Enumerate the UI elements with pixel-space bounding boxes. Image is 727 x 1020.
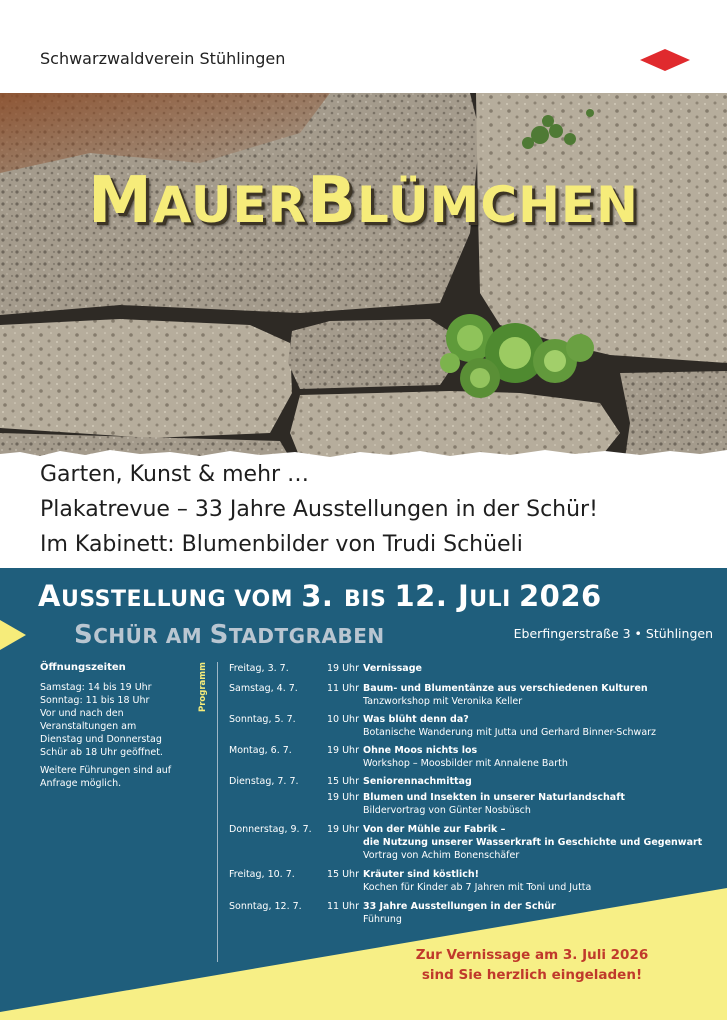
- program-divider: [217, 662, 218, 962]
- yellow-arrow-icon: [0, 620, 26, 650]
- organizer-name: Schwarzwaldverein Stühlingen: [40, 49, 286, 68]
- vernissage-invitation: Zur Vernissage am 3. Juli 2026 sind Sie herzlich eingeladen!: [415, 947, 649, 983]
- stone-wall-photo: [0, 93, 727, 458]
- venue-name: SCHÜR AM STADTGRABEN: [74, 620, 385, 650]
- event-title: MAUERBLÜMCHEN: [88, 164, 639, 238]
- poster: Schwarzwaldverein Stühlingen MAUERBLÜMCHEN Garten, Kunst & mehr … Plakatrevue – 33 Jahre Ausstellungen in der Schür! Im Kabinett: Blumenbilder von Trudi Schüeli AUSSTELLUNG VOM 3. BIS 12. JULI 2026 SCHÜR AM STADTGRABEN Eberfingerstraße 3 • Stühlingen Öffnungszeiten Samstag: 14 bis 19 Uhr Sonntag: 11 bis 18 Uhr Vor und nach den Veranstaltungen am Dienstag und Donnerstag Schür ab 18 Uhr geöffnet. Weitere Führungen sind auf Anfrage möglich. Programm Freitag, 3. 7. 19 Uhr Vernissage Samstag, 4. 7. 11 Uhr Baum- und Blumentänze aus verschiedenen Kulturen Tanzworkshop mit Veronika Keller Sonntag, 5. 7. 10 Uhr Was blüht denn da? Botanische Wanderung mit Jutta und Gerhard Binner-Schwarz Montag, 6. 7. 19 Uhr Ohne Moos nichts los Workshop – Moosbilder mit Annalene Barth Dienstag, 7. 7. 15 Uhr Seniorennachmittag 19 Uhr Blumen und Insekten in unserer Naturlandschaft Bildervortrag von Günter Nosbüsch Donnerstag, 9. 7. 19 Uhr Von der Mühle zur Fabrik – die Nutzung unserer Wasserkraft in Geschichte und Gegenwart Vortrag von Achim Bonenschäfer Freitag, 10. 7. 15 Uhr Kräuter sind köstlich! Kochen für Kinder ab 7 Jahren mit Toni und Jutta Sonntag, 12. 7. 11 Uhr 33 Jahre Ausstellungen in der Schür Führung Zur Vernissage am 3. Juli 2026 sind Sie herzlich eingeladen!: [0, 0, 727, 1020]
- opening-hours-heading: Öffnungszeiten: [40, 662, 126, 673]
- program-label: Programm: [198, 662, 208, 712]
- red-diamond-icon: [640, 49, 690, 71]
- opening-hours: [40, 661, 210, 790]
- venue-address: Eberfingerstraße 3 • Stühlingen: [513, 626, 713, 641]
- opening-hours-extra: Weitere Führungen sind auf Anfrage möglich.: [40, 765, 172, 789]
- opening-hours-text: Samstag: 14 bis 19 Uhr Sonntag: 11 bis 18 Uhr Vor und nach den Veranstaltungen am Dienstag und Donnerstag Schür ab 18 Uhr geöffnet.: [40, 682, 163, 758]
- exhibition-dates: AUSSTELLUNG VOM 3. BIS 12. JULI 2026: [38, 579, 602, 613]
- subtitle-line-2: Plakatrevue – 33 Jahre Ausstellungen in der Schür!: [40, 497, 598, 522]
- subtitle-line-3: Im Kabinett: Blumenbilder von Trudi Schüeli: [40, 532, 523, 557]
- subtitle-line-1: Garten, Kunst & mehr …: [40, 462, 310, 487]
